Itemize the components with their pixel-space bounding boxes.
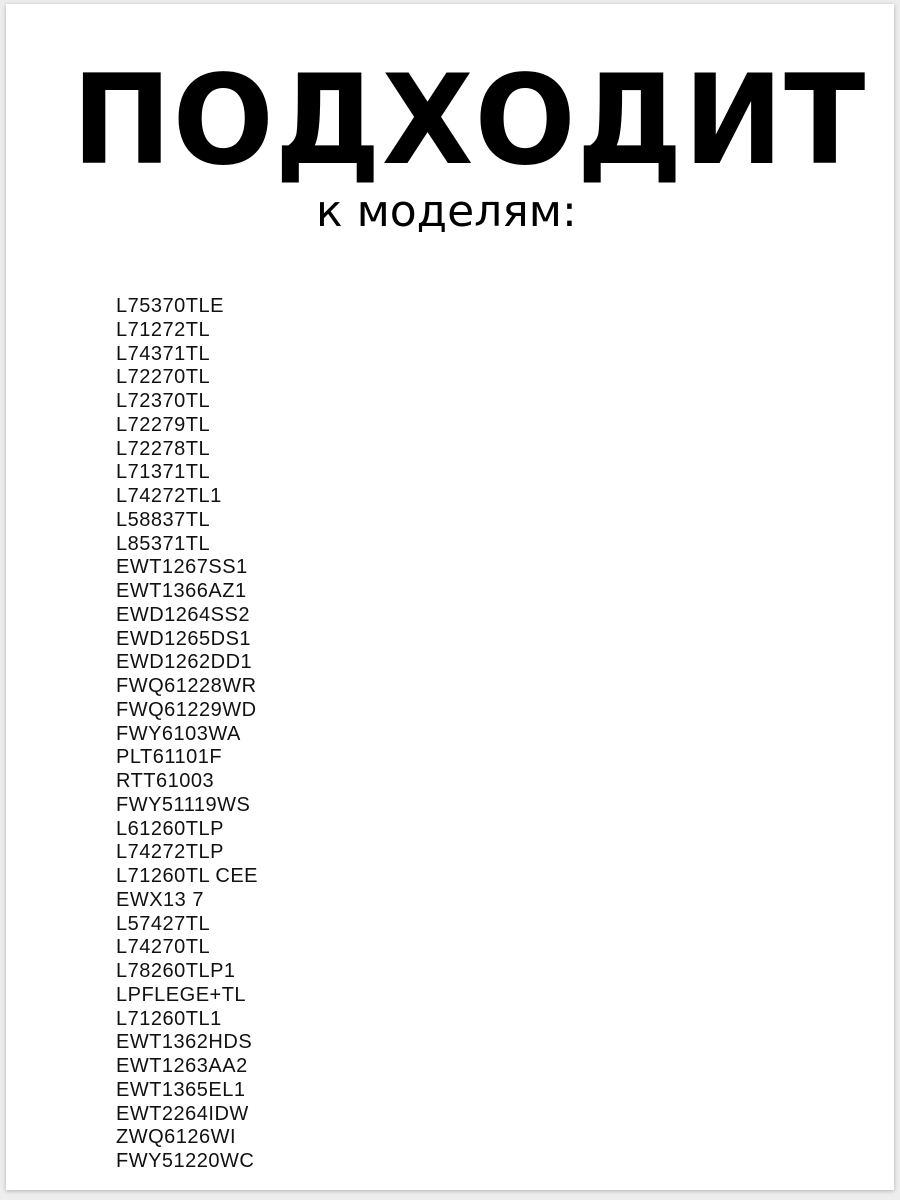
model-list-item: EWT1267SS1 bbox=[116, 556, 248, 579]
model-list-item: FWY51220WC bbox=[116, 1150, 255, 1172]
model-list-item: L61260TLP bbox=[116, 817, 224, 840]
model-list-item: FWY51119WS bbox=[116, 793, 251, 816]
model-list-item: EWT2264IDW bbox=[116, 1102, 249, 1125]
model-list-item: RTT61003 bbox=[116, 770, 215, 792]
model-list-item: EWT1366AZ1 bbox=[116, 580, 247, 602]
model-list-item: L58837TL bbox=[116, 508, 211, 531]
model-list-item: L75370TLE bbox=[116, 295, 224, 317]
model-list-item: L72270TL bbox=[116, 366, 211, 389]
model-list-item: ZWQ6126WI bbox=[116, 1126, 237, 1149]
model-list-item: EWD1262DD1 bbox=[116, 651, 253, 674]
model-list-item: EWT1365EL1 bbox=[116, 1078, 246, 1101]
model-list-item: FWQ61229WD bbox=[116, 698, 257, 721]
model-list-item: L71371TL bbox=[116, 461, 211, 484]
model-list-item: L74272TLP bbox=[116, 841, 224, 864]
page-title: ПОДХОДИТ bbox=[72, 49, 867, 193]
model-list-item: FWY6103WA bbox=[116, 722, 241, 745]
model-list-item: EWX13 7 bbox=[116, 888, 204, 911]
model-list-item: L72370TL bbox=[116, 390, 211, 412]
model-list-item: L71260TL1 bbox=[116, 1007, 222, 1030]
model-list-item: L74272TL1 bbox=[116, 485, 222, 507]
model-list-item: L72278TL bbox=[116, 437, 211, 460]
document-page bbox=[6, 4, 894, 1190]
model-list-item: L72279TL bbox=[116, 413, 211, 436]
model-list-item: L74270TL bbox=[116, 936, 211, 959]
model-list-item: EWT1362HDS bbox=[116, 1031, 253, 1054]
model-list-item: PLT61101F bbox=[116, 746, 223, 769]
model-list-item: L78260TLP1 bbox=[116, 960, 236, 982]
model-list-item: LPFLEGE+TL bbox=[116, 983, 247, 1006]
model-list-item: EWD1265DS1 bbox=[116, 627, 252, 650]
model-list-item: EWD1264SS2 bbox=[116, 603, 250, 626]
page-subtitle: к моделям: bbox=[316, 186, 577, 237]
model-list-item: FWQ61228WR bbox=[116, 675, 257, 697]
model-list bbox=[116, 295, 258, 1174]
model-list-item: L71272TL bbox=[116, 318, 211, 341]
model-list-item: L57427TL bbox=[116, 912, 211, 935]
model-list-item: L85371TL bbox=[116, 532, 211, 555]
model-list-item: L74371TL bbox=[116, 342, 211, 365]
model-list-item: L71260TL CEE bbox=[116, 865, 259, 887]
model-list-item: EWT1263AA2 bbox=[116, 1055, 248, 1077]
